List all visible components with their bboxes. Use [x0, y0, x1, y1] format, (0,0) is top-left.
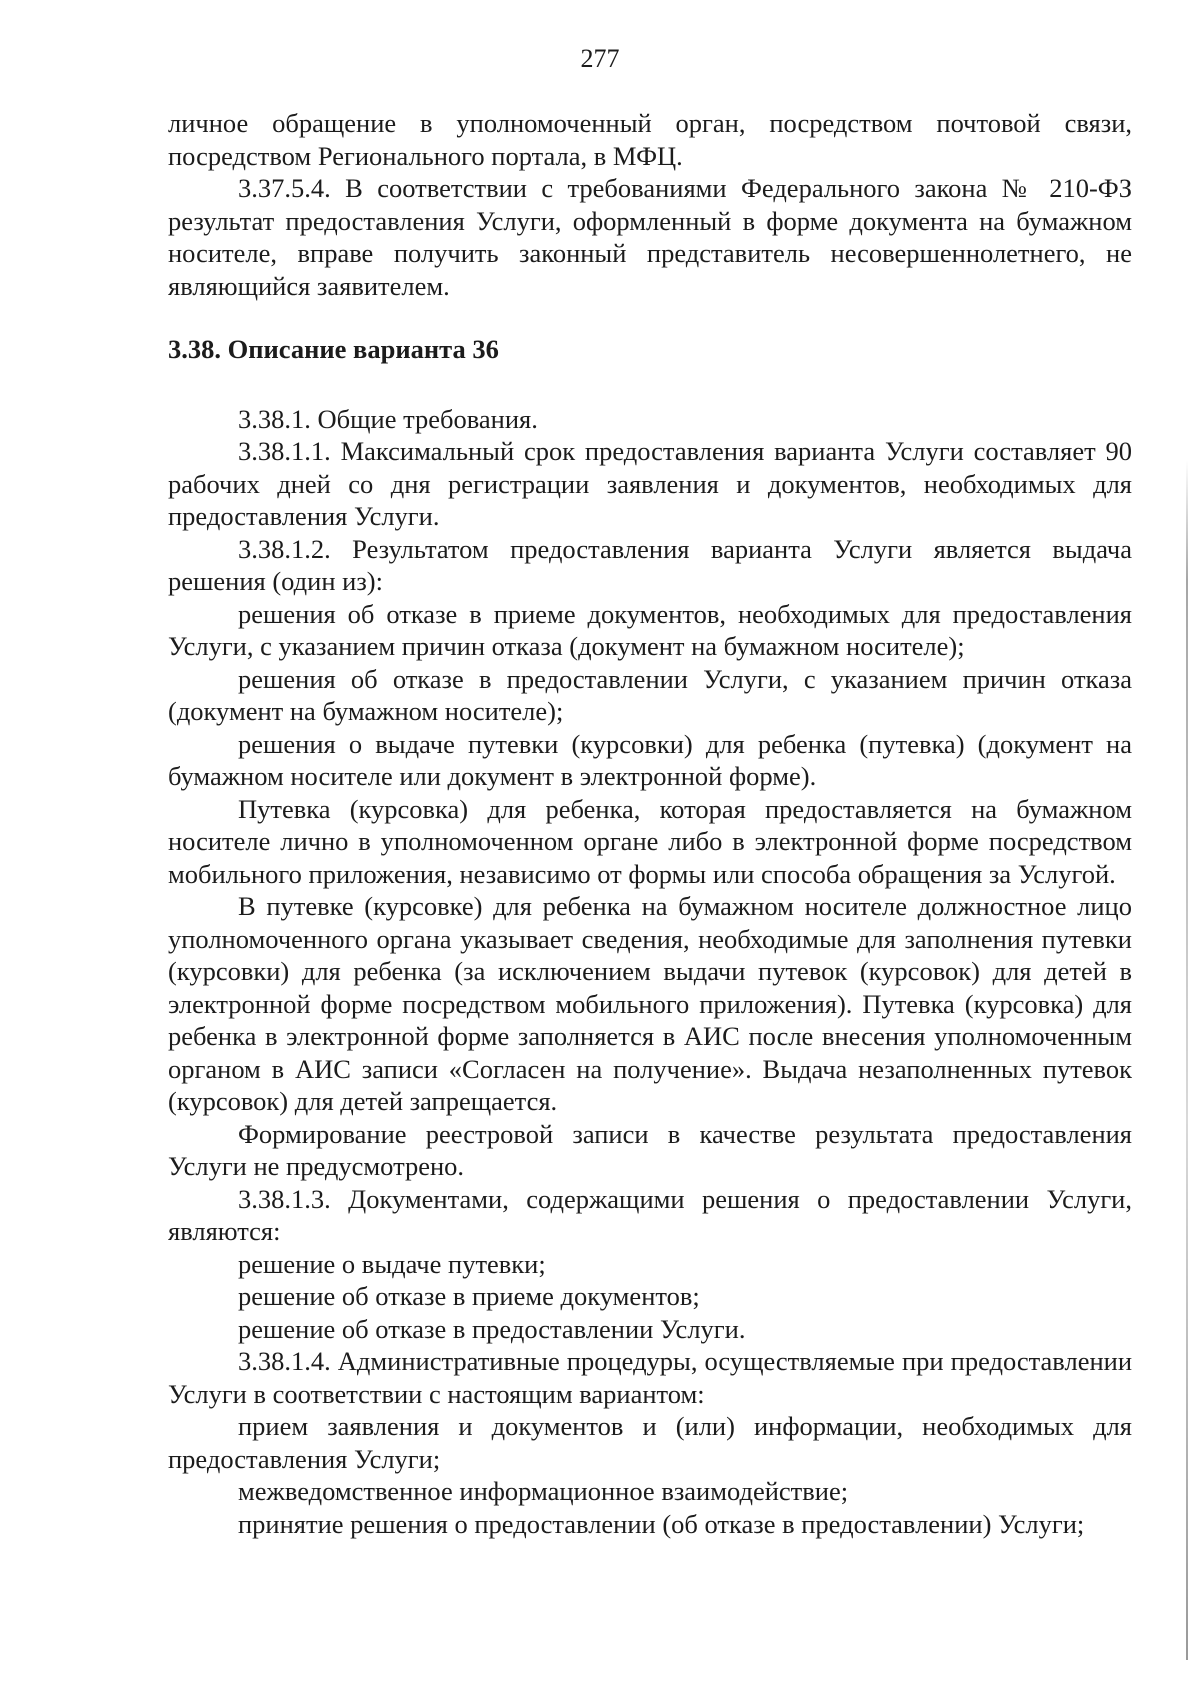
paragraph: 3.38.1.4. Административные процедуры, осуществляемые при предоставлении Услуги в соответствии с настоящим вариантом:	[168, 1346, 1132, 1409]
paragraph: 3.38.1. Общие требования.	[238, 403, 538, 434]
paragraph: 3.37.5.4. В соответствии с требованиями Федерального закона № 210-ФЗ результат предоставления Услуги, оформленный в форме документа на бумажном носителе, вправе получить законный представитель несовершеннолетнего, не являющийся заявителем.	[168, 173, 1132, 301]
paragraph: 3.38.1.1. Максимальный срок предоставления варианта Услуги составляет 90 рабочих дней со дня регистрации заявления и документов, необходимых для предоставления Услуги.	[168, 436, 1132, 531]
page-number: 277	[580, 44, 620, 73]
list-item: решение об отказе в приеме документов;	[238, 1281, 700, 1311]
list-item: решения о выдаче путевки (курсовки) для ребенка (путевка) (документ на бумажном носителе или документ в электронной форме).	[168, 728, 1132, 791]
paragraph: Формирование реестровой записи в качестве результата предоставления Услуги не предусмотрено.	[168, 1118, 1132, 1181]
list-item: межведомственное информационное взаимодействие;	[238, 1476, 849, 1506]
paragraph: личное обращение в уполномоченный орган, посредством почтовой связи, посредством Регионального портала, в МФЦ.	[168, 108, 1132, 171]
list-item: решение об отказе в предоставлении Услуги.	[238, 1313, 746, 1344]
list-item: решения об отказе в приеме документов, необходимых для предоставления Услуги, с указанием причин отказа (документ на бумажном носителе);	[168, 598, 1132, 661]
list-item: решение о выдаче путевки;	[238, 1248, 546, 1279]
section-heading: 3.38. Описание варианта 36	[168, 334, 499, 364]
scan-edge-line	[1186, 460, 1188, 1660]
paragraph: В путевке (курсовке) для ребенка на бумажном носителе должностное лицо уполномоченного органа указывает сведения, необходимые для заполнения путевки (курсовки) для ребенка (за исключением выдачи путевок (курсовок) для детей в электронной форме посредством мобильного приложения). Путевка (курсовка) для ребенка в электронной форме заполняется в АИС после внесения уполномоченным органом в АИС записи «Согласен на получение». Выдача незаполненных путевок (курсовок) для детей запрещается.	[168, 891, 1132, 1116]
paragraph: Путевка (курсовка) для ребенка, которая предоставляется на бумажном носителе лично в уполномоченном органе либо в электронной форме посредством мобильного приложения, независимо от формы или способа обращения за Услугой.	[168, 793, 1132, 889]
paragraph: 3.38.1.2. Результатом предоставления варианта Услуги является выдача решения (один из):	[168, 533, 1132, 596]
document-body	[168, 107, 1132, 1540]
paragraph: 3.38.1.3. Документами, содержащими решения о предоставлении Услуги, являются:	[168, 1183, 1132, 1246]
list-item: решения об отказе в предоставлении Услуги, с указанием причин отказа (документ на бумажном носителе);	[168, 663, 1132, 726]
list-item: прием заявления и документов и (или) информации, необходимых для предоставления Услуги;	[168, 1411, 1132, 1474]
list-item: принятие решения о предоставлении (об отказе в предоставлении) Услуги;	[238, 1508, 1085, 1539]
